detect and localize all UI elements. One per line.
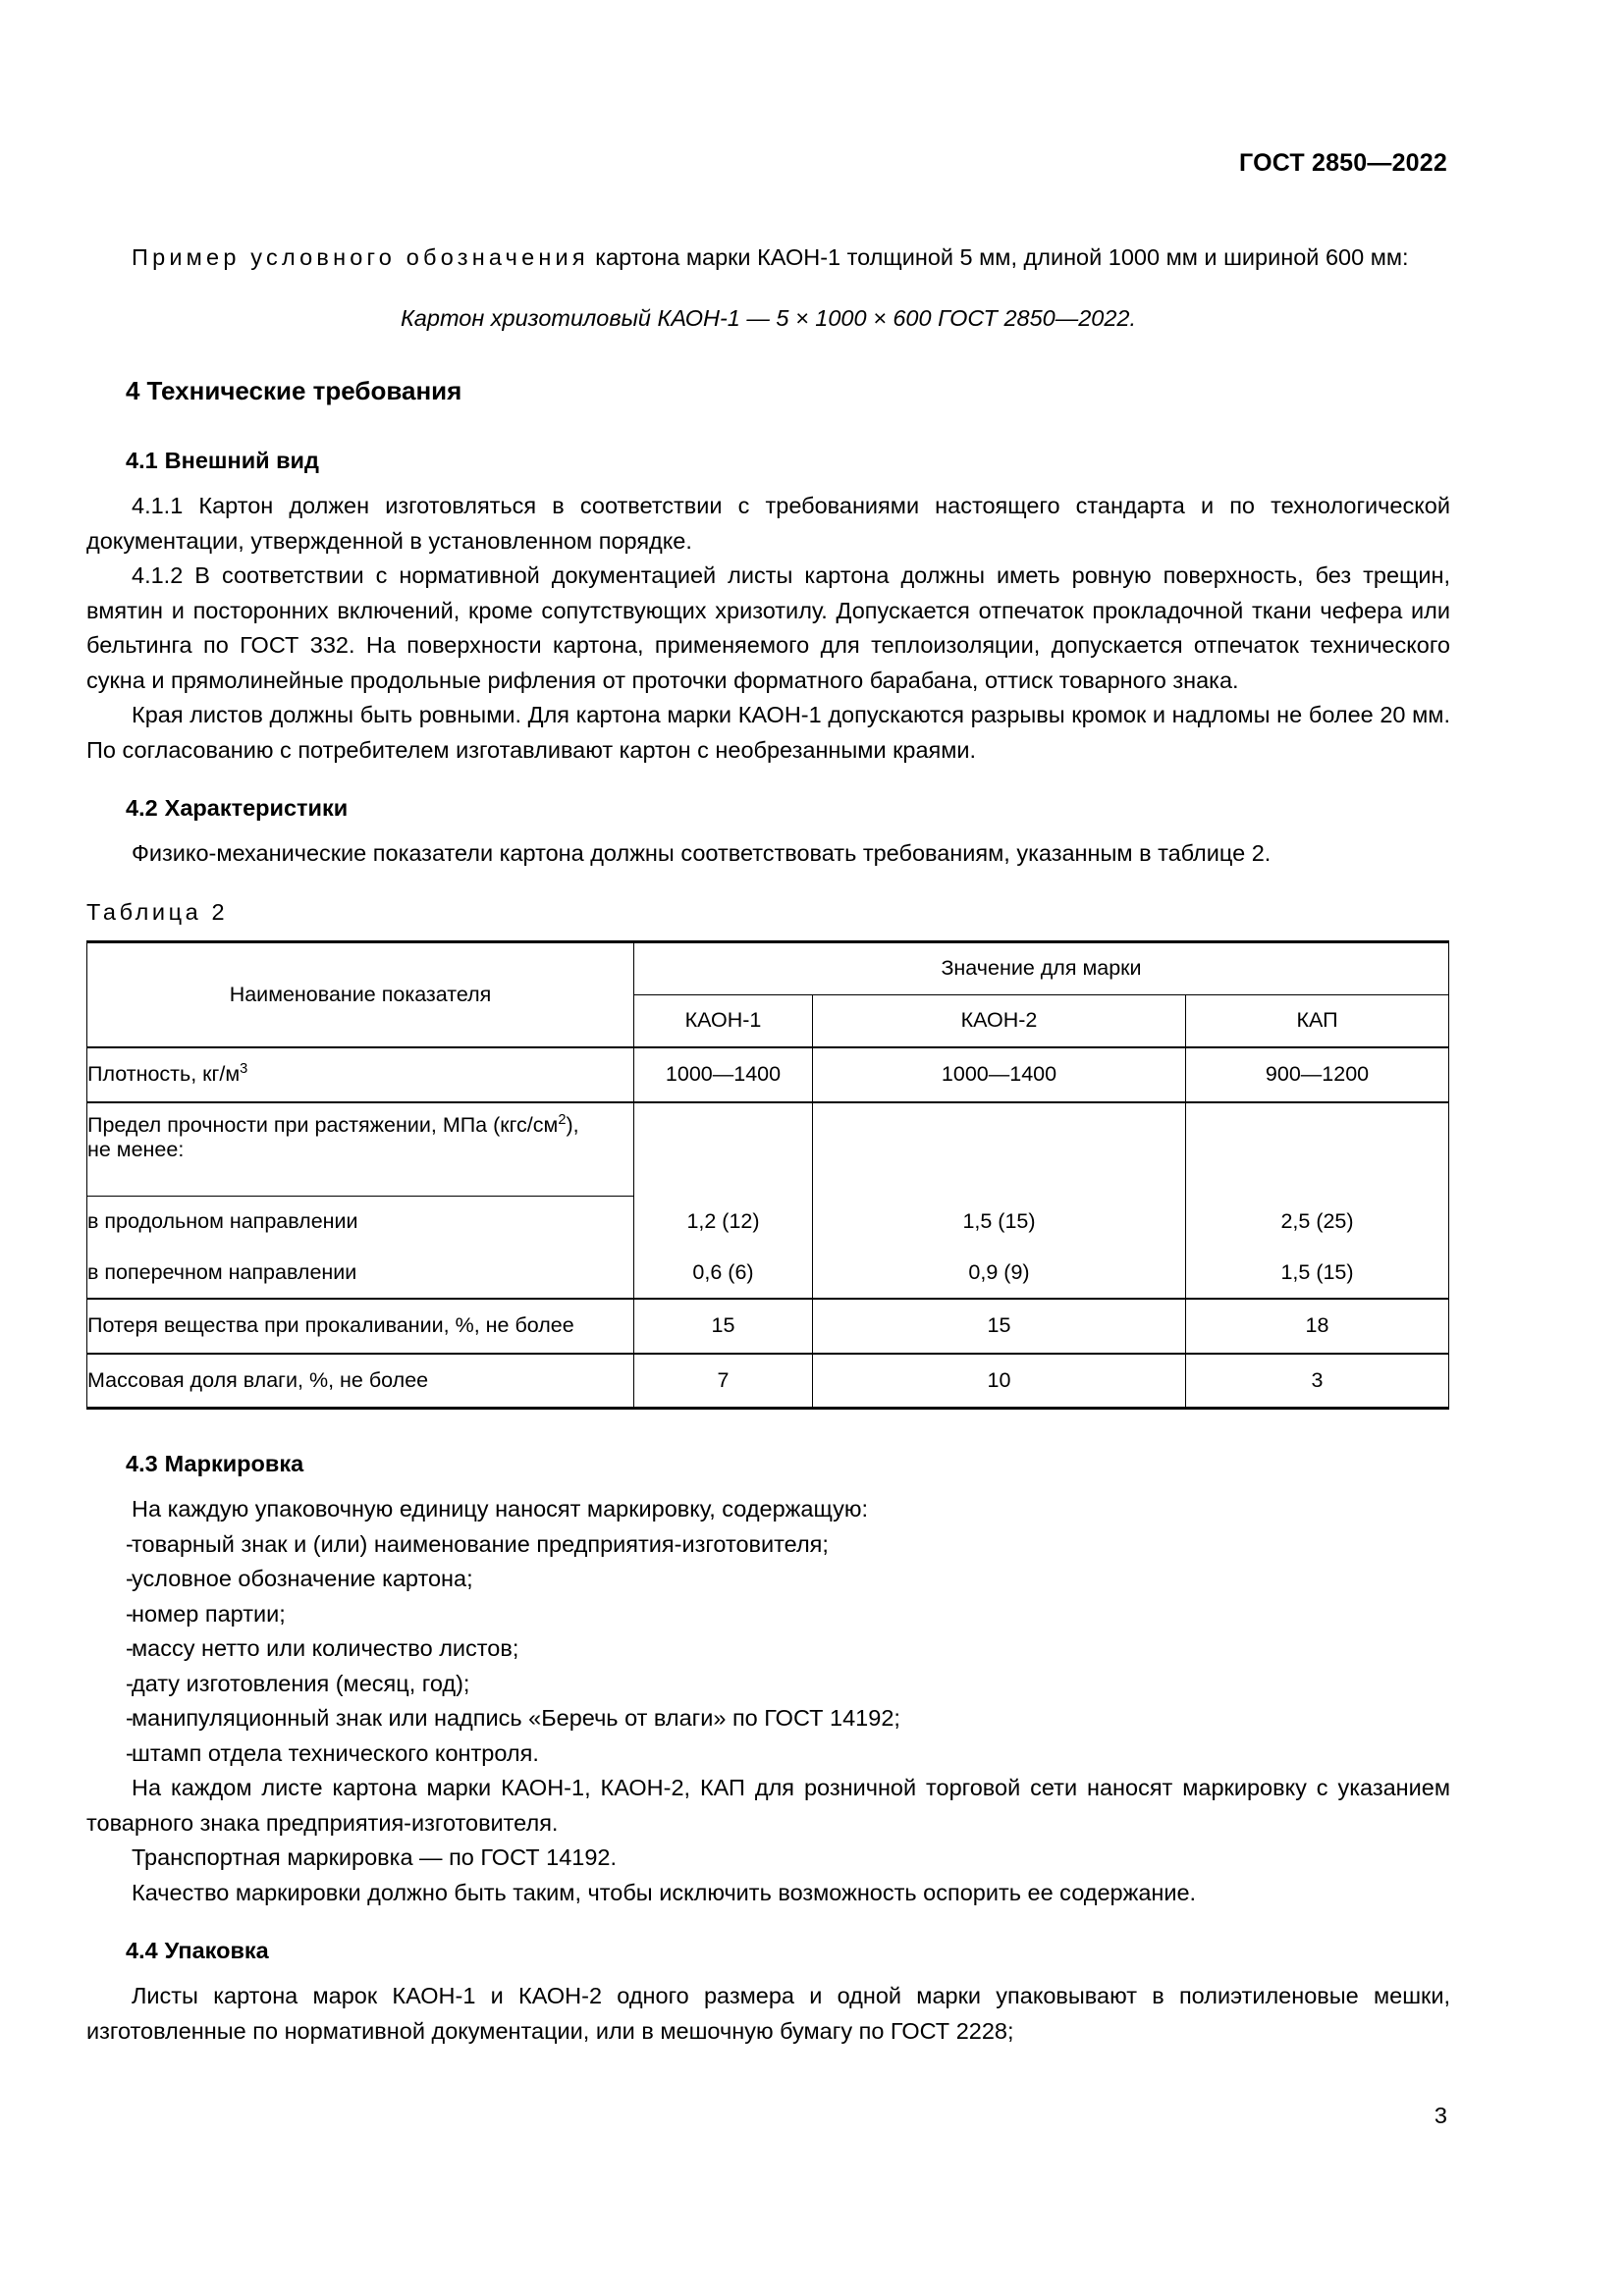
- paragraph-43-lead: На каждую упаковочную единицу наносят маркировку, содержащую:: [132, 1496, 868, 1522]
- list-item: [86, 1527, 1450, 1563]
- list-item: [86, 1631, 1450, 1667]
- list-item-label: условное обозначение картона;: [132, 1566, 473, 1591]
- marking-requirements-list: [86, 1527, 1450, 1772]
- paragraph-44-packaging: Листы картона марок КАОН-1 и КАОН-2 одного размера и одной марки упаковывают в полиэтиленовые мешки, изготовленные по нормативной документации, или в мешочную бумагу по ГОСТ 2228;: [86, 1983, 1450, 2044]
- section-41-title: Внешний вид: [164, 448, 319, 473]
- paragraph-42-intro: Физико-механические показатели картона должны соответствовать требованиям, указанным в таблице 2.: [132, 840, 1272, 866]
- paragraph-43-retail: На каждом листе картона марки КАОН-1, КАОН-2, КАП для розничной торговой сети наносят маркировку с указанием товарного знака предприятия-изготовителя.: [86, 1775, 1450, 1836]
- table-cell-indicator-tensile-strength: [87, 1102, 634, 1197]
- indicator-density-text: Плотность, кг/м: [87, 1062, 241, 1086]
- table-row: [87, 1047, 1449, 1102]
- table-cell-indicator-longitudinal: в продольном направлении: [87, 1197, 634, 1248]
- section-42-number: 4.2: [126, 795, 158, 821]
- table-cell-value: 1000—1400: [813, 1047, 1186, 1102]
- page-content: [86, 240, 1450, 2049]
- table-cell-indicator-transverse: в поперечном направлении: [87, 1248, 634, 1299]
- list-item: [86, 1667, 1450, 1702]
- table-2-col-header-kaon2: КАОН-2: [813, 994, 1186, 1047]
- table-cell-value: 1,2 (12): [634, 1197, 813, 1248]
- list-item: [86, 1597, 1450, 1632]
- dash-bullet: -: [126, 1705, 134, 1731]
- table-cell-value: 1,5 (15): [1186, 1248, 1449, 1299]
- dash-bullet: -: [126, 1670, 134, 1696]
- table-cell-value: 2,5 (25): [1186, 1197, 1449, 1248]
- table-row: [87, 1197, 1449, 1248]
- section-44-number: 4.4: [126, 1938, 158, 1963]
- table-cell-empty: [634, 1102, 813, 1197]
- list-item-label: дату изготовления (месяц, год);: [132, 1670, 470, 1696]
- table-2-header-row-1: [87, 941, 1449, 994]
- table-cell-value: 3: [1186, 1354, 1449, 1409]
- table-cell-value: 1000—1400: [634, 1047, 813, 1102]
- dash-bullet: -: [126, 1566, 134, 1591]
- table-cell-value: 15: [634, 1299, 813, 1354]
- section-4-title: Технические требования: [146, 376, 462, 405]
- indicator-tensile-tail: ),: [566, 1112, 579, 1137]
- section-43-heading: [86, 1449, 1450, 1478]
- table-cell-empty: [813, 1102, 1186, 1197]
- table-2-specifications: [86, 940, 1449, 1411]
- table-2-col-header-group: Значение для марки: [634, 941, 1449, 994]
- table-cell-value: 900—1200: [1186, 1047, 1449, 1102]
- table-cell-value: 7: [634, 1354, 813, 1409]
- section-44-heading: [86, 1936, 1450, 1965]
- section-4-heading: [86, 375, 1450, 406]
- intro-example-paragraph: [86, 240, 1450, 276]
- section-44-title: Упаковка: [164, 1938, 269, 1963]
- page-header-standard-number: ГОСТ 2850—2022: [1239, 149, 1447, 177]
- designation-example: Картон хризотиловый КАОН-1 — 5 × 1000 × 600 ГОСТ 2850—2022.: [400, 304, 1137, 331]
- list-item-label: товарный знак и (или) наименование предприятия-изготовителя;: [132, 1530, 829, 1557]
- dash-bullet: -: [126, 1739, 134, 1766]
- indicator-tensile-text: Предел прочности при растяжении, МПа (кгс/см: [87, 1112, 559, 1137]
- table-2-col-header-name: Наименование показателя: [87, 941, 634, 1047]
- table-cell-value: 1,5 (15): [813, 1197, 1186, 1248]
- indicator-density-superscript: 3: [240, 1060, 248, 1077]
- table-2-body: [87, 1047, 1449, 1409]
- table-cell-indicator-ignition-loss: Потеря вещества при прокаливании, %, не более: [87, 1299, 634, 1354]
- section-42-heading: [86, 793, 1450, 823]
- table-row: [87, 1248, 1449, 1299]
- list-item-label: номер партии;: [132, 1600, 286, 1627]
- section-4-number: 4: [126, 376, 140, 405]
- section-43-title: Маркировка: [164, 1451, 304, 1476]
- table-row: [87, 1354, 1449, 1409]
- paragraph-411: 4.1.1 Картон должен изготовляться в соответствии с требованиями настоящего стандарта и по технологической документации, утвержденной в установленном порядке.: [86, 493, 1450, 554]
- table-2-col-header-kaon1: КАОН-1: [634, 994, 813, 1047]
- dash-bullet: -: [126, 1530, 134, 1557]
- table-cell-value: 18: [1186, 1299, 1449, 1354]
- dash-bullet: -: [126, 1600, 134, 1627]
- section-43-number: 4.3: [126, 1451, 158, 1476]
- intro-example-label: Пример условного обозначения: [132, 244, 589, 270]
- list-item: [86, 1736, 1450, 1772]
- list-item: [86, 1562, 1450, 1597]
- list-item-label: манипуляционный знак или надпись «Беречь от влаги» по ГОСТ 14192;: [132, 1705, 900, 1731]
- dash-bullet: -: [126, 1635, 134, 1661]
- table-cell-value: 15: [813, 1299, 1186, 1354]
- paragraph-edges: Края листов должны быть ровными. Для картона марки КАОН-1 допускаются разрывы кромок и надломы не более 20 мм. По согласованию с потребителем изготавливают картон с необрезанными краями.: [86, 702, 1450, 763]
- table-cell-value: 10: [813, 1354, 1186, 1409]
- table-cell-value: 0,9 (9): [813, 1248, 1186, 1299]
- paragraph-412: 4.1.2 В соответствии с нормативной документацией листы картона должны иметь ровную поверхность, без трещин, вмятин и посторонних включений, кроме сопутствующих хризотилу. Допускается отпечаток прокладочной ткани чефера или бельтинга по ГОСТ 332. На поверхности картона, применяемого для теплоизоляции, допускается отпечаток технического сукна и прямолинейные продольные рифления от проточки форматного барабана, оттиск товарного знака.: [86, 562, 1450, 693]
- intro-example-rest: картона марки КАОН-1 толщиной 5 мм, длиной 1000 мм и шириной 600 мм:: [588, 244, 1409, 270]
- paragraph-43-quality: Качество маркировки должно быть таким, чтобы исключить возможность оспорить ее содержание.: [132, 1879, 1197, 1905]
- paragraph-43-transport: Транспортная маркировка — по ГОСТ 14192.: [132, 1844, 618, 1870]
- list-item-label: массу нетто или количество листов;: [132, 1635, 519, 1661]
- section-41-number: 4.1: [126, 448, 158, 473]
- table-row: [87, 1102, 1449, 1197]
- page-number: 3: [1434, 2103, 1447, 2128]
- list-item: [86, 1701, 1450, 1736]
- indicator-tensile-superscript: 2: [558, 1111, 567, 1128]
- section-41-heading: [86, 446, 1450, 475]
- table-cell-empty: [1186, 1102, 1449, 1197]
- table-2-head: [87, 941, 1449, 1047]
- table-row: [87, 1299, 1449, 1354]
- table-cell-indicator-moisture: Массовая доля влаги, %, не более: [87, 1354, 634, 1409]
- section-42-title: Характеристики: [164, 795, 349, 821]
- table-cell-indicator-density: [87, 1047, 634, 1102]
- table-2-caption: Таблица 2: [86, 898, 229, 925]
- table-cell-value: 0,6 (6): [634, 1248, 813, 1299]
- list-item-label: штамп отдела технического контроля.: [132, 1739, 539, 1766]
- table-2-col-header-kap: КАП: [1186, 994, 1449, 1047]
- indicator-tensile-line2: не менее:: [87, 1137, 185, 1161]
